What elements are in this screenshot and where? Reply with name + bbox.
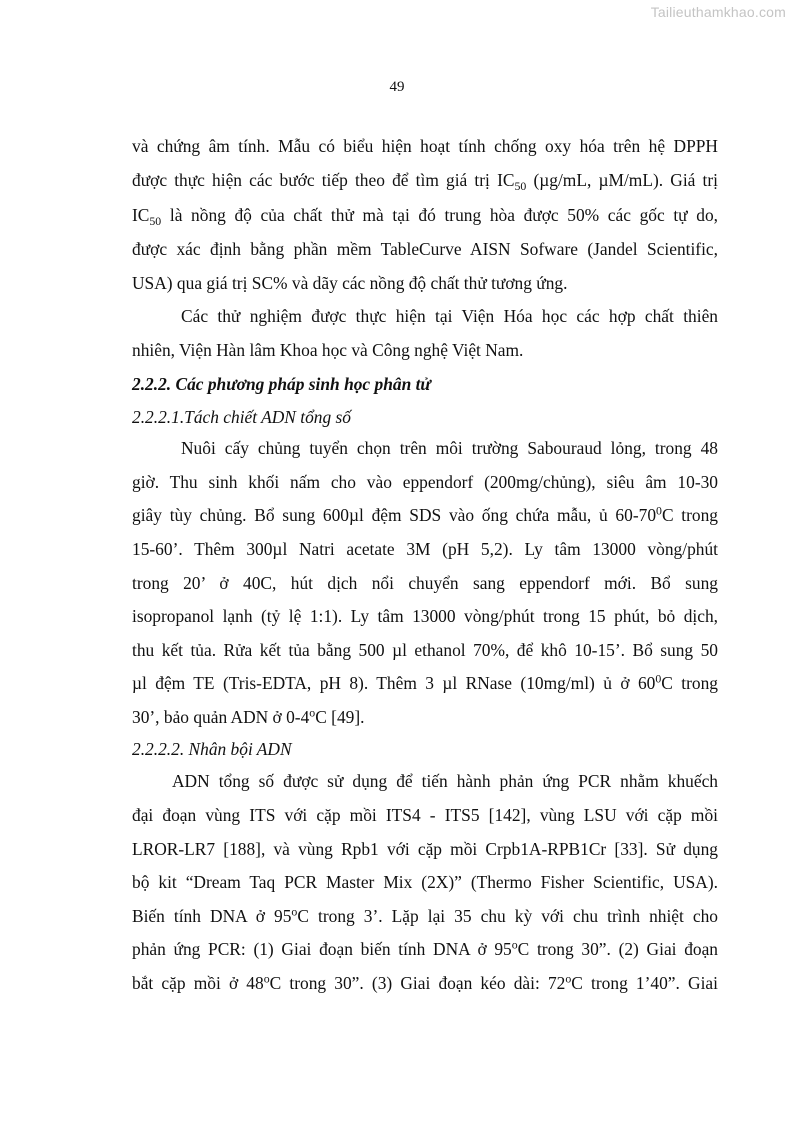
subsection-heading: 2.2.2.2. Nhân bội ADN (132, 739, 292, 759)
paragraph-line: 15-60’. Thêm 300µl Natri acetate 3M (pH 5,2). Ly tâm 13000 vòng/phút (132, 539, 718, 559)
section-heading: 2.2.2. Các phương pháp sinh học phân tử (132, 374, 431, 394)
paragraph-line: LROR-LR7 [188], và vùng Rpb1 với cặp mồi Crpb1A-RPB1Cr [33]. Sử dụng (132, 839, 718, 859)
paragraph-line: nhiên, Viện Hàn lâm Khoa học và Công nghệ Việt Nam. (132, 340, 524, 360)
paragraph-line: được xác định bằng phần mềm TableCurve AISN Sofware (Jandel Scientific, (132, 239, 718, 259)
paragraph-line: phản ứng PCR: (1) Giai đoạn biến tính DNA ở 95$^o$C trong 30”. (2) Giai đoạn (132, 937, 719, 959)
paragraph-line: đại đoạn vùng ITS với cặp mồi ITS4 - ITS5 [142], vùng LSU với cặp mồi (132, 805, 718, 825)
paragraph-line: bộ kit “Dream Taq PCR Master Mix (2X)” (Thermo Fisher Scientific, USA). (132, 872, 718, 892)
paragraph-line: bắt cặp mồi ở 48$^o$C trong 30”. (3) Giai đoạn kéo dài: 72$^o$C trong 1’40”. Giai (132, 971, 718, 993)
paragraph-line: trong 20’ ở 40C, hút dịch nổi chuyển sang eppendorf mới. Bổ sung (132, 573, 718, 593)
paragraph-line: giờ. Thu sinh khối nấm cho vào eppendorf (200mg/chủng), siêu âm 10-30 (132, 472, 718, 492)
paragraph-line: Các thử nghiệm được thực hiện tại Viện Hóa học các hợp chất thiên (181, 306, 718, 326)
paragraph-line: Biến tính DNA ở 95$^o$C trong 3’. Lặp lại 35 chu kỳ với chu trình nhiệt cho (132, 904, 719, 926)
paragraph-line: thu kết tủa. Rửa kết tủa bằng 500 µl ethanol 70%, để khô 10-15’. Bổ sung 50 (132, 640, 718, 660)
watermark: Tailieuthamkhao.com (650, 4, 786, 20)
paragraph-line: Nuôi cấy chủng tuyển chọn trên môi trường Sabouraud lỏng, trong 48 (181, 438, 718, 458)
paragraph-line: được thực hiện các bước tiếp theo để tìm giá trị $IC_{50}$ (µg/mL, µM/mL). Giá trị (132, 170, 718, 194)
paragraph-line: µl đệm TE (Tris-EDTA, pH 8). Thêm 3 µl RNase (10mg/ml) ủ ở $60^0C$ trong (132, 671, 719, 693)
paragraph-line: và chứng âm tính. Mẫu có biểu hiện hoạt tính chống oxy hóa trên hệ DPPH (132, 136, 718, 156)
paragraph-line: ADN tổng số được sử dụng để tiến hành phản ứng PCR nhằm khuếch (172, 771, 718, 791)
paragraph-line: 30’, bảo quản ADN ở 0-4$^o$C [49]. (132, 705, 365, 727)
paragraph-line: giây tùy chủng. Bổ sung 600µl đệm SDS vào ống chứa mẫu, ủ $60-70^0C$ trong (132, 503, 718, 525)
paragraph-line: USA) qua giá trị SC% và dãy các nồng độ chất thử tương ứng. (132, 273, 568, 293)
page-number: 49 (389, 79, 405, 95)
paragraph-line: $IC_{50}$ là nồng độ của chất thử mà tại đó trung hòa được 50% các gốc tự do, (132, 205, 718, 229)
paragraph-line: isopropanol lạnh (tỷ lệ 1:1). Ly tâm 13000 vòng/phút trong 15 phút, bỏ dịch, (132, 606, 718, 626)
subsection-heading: 2.2.2.1.Tách chiết ADN tổng số (132, 407, 351, 427)
